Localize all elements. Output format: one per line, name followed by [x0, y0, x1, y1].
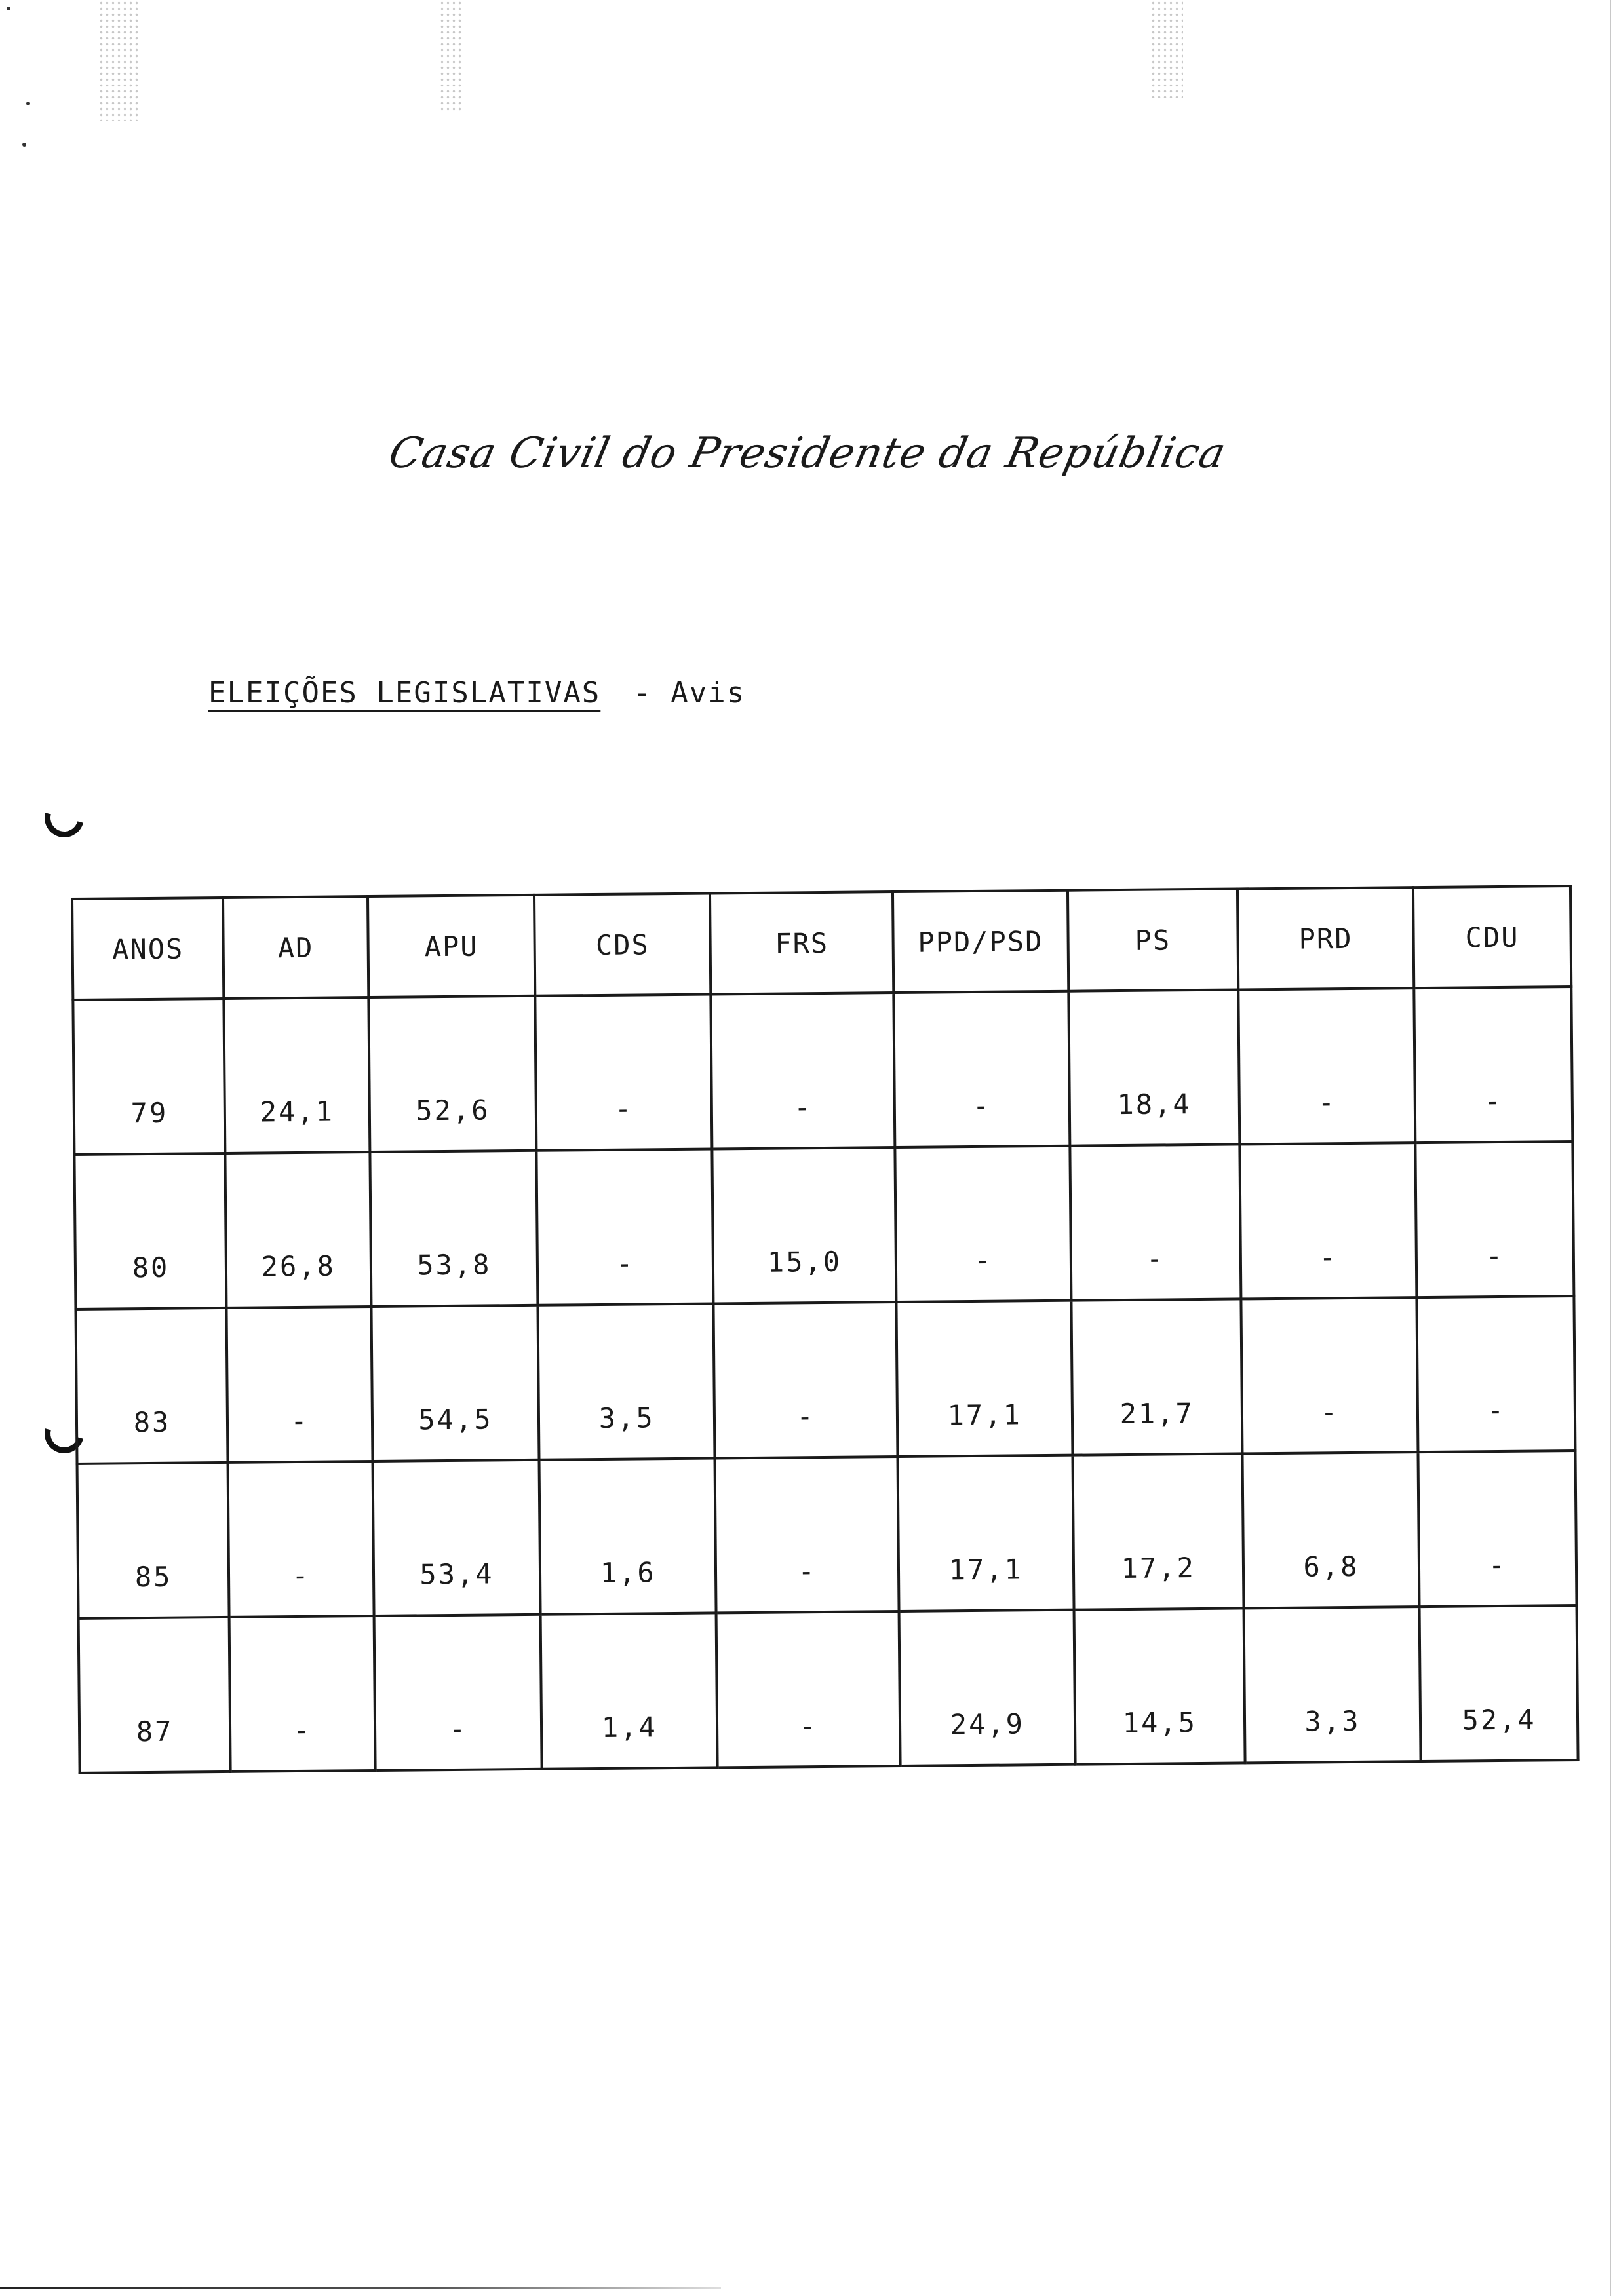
table-cell: 85 — [77, 1463, 229, 1618]
table-cell: - — [711, 993, 895, 1149]
election-results-table — [71, 885, 1580, 1774]
scan-speckle — [1150, 0, 1183, 98]
scan-edge — [1610, 0, 1611, 2296]
table-cell: - — [1070, 1144, 1241, 1300]
table-row — [77, 1451, 1577, 1618]
table-cell: - — [1239, 1143, 1416, 1299]
table-cell: 26,8 — [225, 1152, 372, 1308]
table-cell: - — [228, 1461, 374, 1617]
table-cell: 3,3 — [1243, 1607, 1420, 1763]
table-cell: 14,5 — [1074, 1608, 1245, 1764]
table-cell: 15,0 — [712, 1147, 897, 1303]
heading-location: Avis — [671, 676, 746, 710]
table-row — [75, 1296, 1575, 1464]
table-cell: 52,6 — [368, 996, 537, 1152]
column-header-anos: ANOS — [72, 898, 224, 1000]
table-cell: - — [229, 1616, 376, 1772]
table-cell: 24,1 — [224, 997, 370, 1153]
table-header-row — [72, 886, 1571, 1000]
table-row — [74, 1141, 1574, 1309]
column-header-cds: CDS — [534, 893, 710, 995]
table-cell: - — [374, 1615, 542, 1770]
column-header-cdu: CDU — [1413, 886, 1571, 988]
column-header-frs: FRS — [710, 892, 893, 994]
table-row — [73, 987, 1572, 1155]
column-header-ppd-psd: PPD/PSD — [893, 890, 1068, 993]
table-cell: - — [1416, 1296, 1575, 1452]
table-cell: 52,4 — [1420, 1605, 1578, 1761]
table-cell: 18,4 — [1068, 989, 1239, 1145]
table-cell: 17,2 — [1072, 1453, 1243, 1609]
table-cell: 1,4 — [541, 1613, 718, 1769]
document-heading — [208, 676, 745, 710]
table-cell: 87 — [79, 1617, 231, 1773]
scan-dot — [22, 143, 26, 147]
scan-speckle — [98, 0, 138, 121]
scan-speckle — [439, 0, 462, 111]
table-cell: - — [537, 1149, 714, 1305]
table-cell: 53,4 — [372, 1460, 541, 1616]
table-cell: - — [893, 991, 1070, 1147]
table-cell: - — [535, 994, 712, 1150]
table-cell: 80 — [74, 1153, 226, 1309]
table-cell: - — [1241, 1297, 1418, 1453]
table-row — [79, 1605, 1578, 1773]
table-cell: 17,1 — [896, 1301, 1072, 1457]
table-cell: - — [227, 1307, 373, 1463]
table-cell: 79 — [73, 999, 225, 1155]
column-header-ad: AD — [223, 896, 368, 999]
table-cell: - — [1414, 987, 1572, 1143]
table-cell: - — [716, 1611, 901, 1767]
table-cell: - — [1418, 1451, 1576, 1607]
table-cell: 1,6 — [539, 1458, 716, 1614]
table-cell: 3,5 — [538, 1303, 715, 1459]
column-header-apu: APU — [368, 895, 535, 997]
binder-punch-mark — [37, 791, 91, 845]
column-header-ps: PS — [1068, 889, 1239, 991]
heading-separator: - — [633, 676, 652, 710]
table-cell: 83 — [75, 1308, 227, 1464]
table-cell: - — [714, 1302, 898, 1458]
scan-dot — [26, 102, 30, 105]
scan-dot — [7, 7, 10, 10]
table-cell: 53,8 — [370, 1151, 538, 1307]
letterhead: Casa Civil do Presidente da República — [384, 429, 1231, 478]
table-cell: - — [895, 1146, 1071, 1302]
table-cell: - — [715, 1457, 899, 1613]
scan-edge — [0, 2287, 721, 2289]
table-cell: 54,5 — [371, 1305, 539, 1461]
table-cell: 24,9 — [899, 1610, 1076, 1766]
table-cell: 6,8 — [1242, 1452, 1419, 1608]
table-cell: - — [1238, 988, 1415, 1144]
heading-title: ELEIÇÕES LEGISLATIVAS — [208, 676, 601, 710]
table-cell: 21,7 — [1071, 1299, 1242, 1455]
table-cell: 17,1 — [897, 1455, 1074, 1611]
column-header-prd: PRD — [1237, 887, 1414, 989]
table-cell: - — [1415, 1141, 1574, 1297]
